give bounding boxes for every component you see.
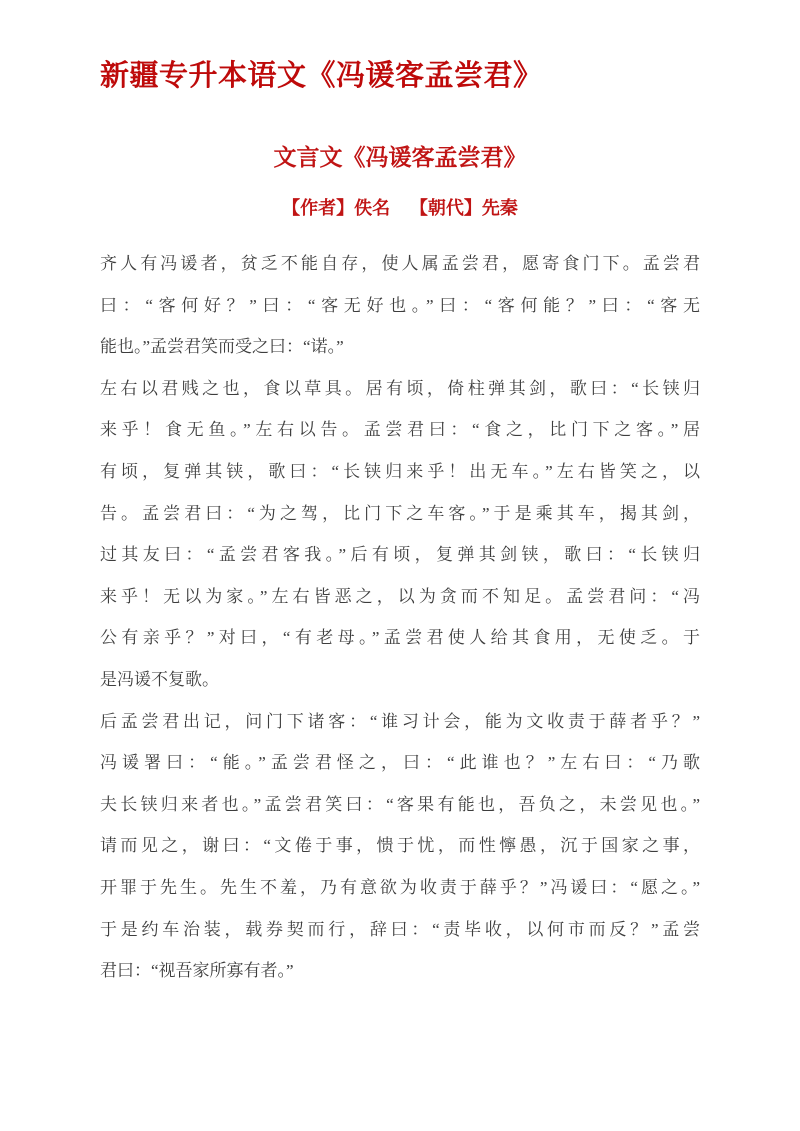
body-line: 夫长铗归来者也。”孟尝君笑曰：“客果有能也，吾负之，未尝见也。”: [100, 794, 700, 814]
dynasty-label: 【朝代】: [409, 198, 482, 218]
body-line: 能也。”孟尝君笑而受之曰：“诺。”: [100, 337, 344, 357]
page-title: 新疆专升本语文《冯谖客孟尝君》: [100, 60, 543, 92]
article-title: 文言文《冯谖客孟尝君》: [273, 145, 527, 170]
body-line: 来乎！食无鱼。”左右以告。孟尝君曰：“食之，比门下之客。”居: [100, 420, 700, 440]
body-line: 来乎！无以为家。”左右皆恶之，以为贪而不知足。孟尝君问：“冯: [100, 586, 700, 606]
body-line: 有顷，复弹其铗，歌曰：“长铗归来乎！出无车。”左右皆笑之，以: [100, 461, 700, 481]
body-line: 后孟尝君出记，问门下诸客：“谁习计会，能为文收责于薛者乎？”: [100, 711, 700, 731]
byline: [100, 197, 700, 219]
body-line: 请而见之，谢曰：“文倦于事，愦于忧，而性懧愚，沉于国家之事，: [100, 836, 700, 856]
body-line: 冯谖署曰：“能。”孟尝君怪之，曰：“此谁也？”左右曰：“乃歌: [100, 753, 700, 773]
body-line: 左右以君贱之也，食以草具。居有顷，倚柱弹其剑，歌曰：“长铗归: [100, 378, 700, 398]
body-line: 齐人有冯谖者，贫乏不能自存，使人属孟尝君，愿寄食门下。孟尝君: [100, 254, 700, 273]
body-line: 君曰：“视吾家所寡有者。”: [100, 961, 294, 981]
dynasty-name: 先秦: [481, 198, 518, 218]
body-line: 曰：“客何好？”曰：“客无好也。”曰：“客何能？”曰：“客无: [100, 295, 700, 315]
body-line: 是冯谖不复歌。: [100, 669, 219, 689]
body-line: 于是约车治装，载券契而行，辞曰：“责毕收，以何市而反？”孟尝: [100, 919, 700, 939]
author-label: 【作者】: [282, 198, 355, 218]
body-line: 开罪于先生。先生不羞，乃有意欲为收责于薛乎？”冯谖曰：“愿之。”: [100, 877, 700, 897]
body-line: 公有亲乎？”对曰，“有老母。”孟尝君使人给其食用，无使乏。于: [100, 628, 700, 648]
body-line: 过其友曰：“孟尝君客我。”后有顷，复弹其剑铗，歌曰：“长铗归: [100, 545, 700, 565]
article-body: [100, 243, 700, 992]
body-line: 告。孟尝君曰：“为之驾，比门下之车客。”于是乘其车，揭其剑，: [100, 503, 700, 523]
author-name: 佚名: [354, 198, 391, 218]
